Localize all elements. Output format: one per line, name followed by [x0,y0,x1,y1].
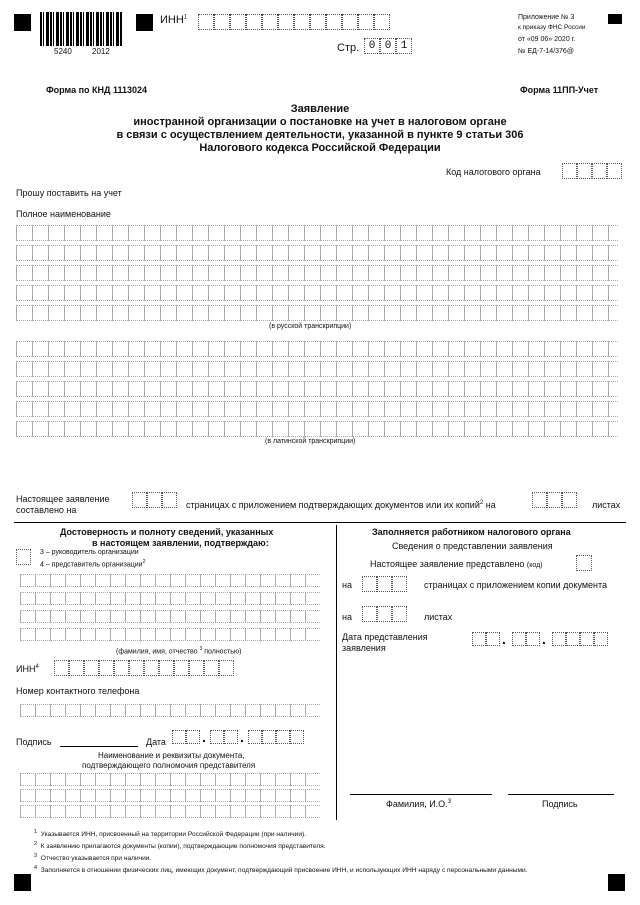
right-na-1: на [342,580,352,590]
barcode [40,12,123,46]
russian-name-row[interactable] [16,265,618,281]
footnote: $^2$ К заявлению прилагаются документы (копии), подтверждающие полномочия представителя. [34,841,326,851]
appendix-line-4: № ЕД-7-14/376@ [518,48,574,55]
left-heading-1: Достоверность и полноту сведений, указанных [60,527,274,537]
latin-name-row[interactable] [16,401,618,417]
russian-name-row[interactable] [16,305,618,321]
title-line-1: Заявление [290,103,350,115]
composed-sheets: листах [592,500,621,510]
russian-name-row[interactable] [16,225,618,241]
fio-row[interactable] [20,628,320,641]
left-heading-2: в настоящем заявлении, подтверждаю: [92,538,269,548]
barcode-number-left: 5240 [54,47,72,56]
latin-name-row[interactable] [16,421,618,437]
latin-name-row[interactable] [16,341,618,357]
footnote: $^4$ Заполняется в отношении физических лиц, имеющих документ, подтверждающий присвоение ИНН, и использующих ИНН наряду с персональными данными. [34,865,528,875]
presented-date-day[interactable] [472,632,500,646]
tax-code-label: Код налогового органа [446,167,541,177]
fio-row[interactable] [20,574,320,587]
signature-date-year[interactable] [248,730,304,744]
composed-label-2: составлено на [16,505,77,515]
doc-row[interactable] [20,773,320,786]
phone-label: Номер контактного телефона [16,686,140,696]
date-dot: . [542,631,546,647]
header-inn-label: ИНН$^1$ [160,14,188,26]
date-dot: . [502,631,506,647]
officer-name-label: Фамилия, И.О.$^3$ [386,799,452,809]
fio-caption: (фамилия, имя, отчество $^3$ полностью) [116,646,242,656]
corner-marker-bottom-right [608,874,625,891]
signature-line[interactable] [60,736,138,747]
doc-heading-2: подтверждающего полномочия представителя [82,761,256,770]
barcode-number-right: 2012 [92,47,110,56]
signer-option-3: 3 – руководитель организации [40,549,139,556]
left-inn-label: ИНН$^4$ [16,664,39,674]
officer-sign-line[interactable] [508,786,614,795]
corner-marker-bottom-left [14,874,31,891]
latin-name-row[interactable] [16,361,618,377]
presented-date-year[interactable] [552,632,608,646]
pages-count-field[interactable] [132,492,177,508]
column-divider [336,525,337,820]
right-sheets-field[interactable] [362,606,407,622]
tax-code-field[interactable] [562,163,622,179]
composed-middle: страницах с приложением подтверждающих документов или их копий$^2$ на [186,500,496,510]
corner-marker-top-mid [136,14,153,31]
phone-row[interactable] [20,704,320,717]
officer-sign-label: Подпись [542,799,578,809]
page-number-field[interactable]: 0 0 1 [364,38,412,54]
signer-type-field[interactable] [16,549,31,565]
footnote: $^1$ Указывается ИНН, присвоенный на территории Российской Федерации (при наличии). [34,829,307,839]
fio-row[interactable] [20,610,320,623]
presented-label: Настоящее заявление представлено (код) [370,559,543,569]
request-text: Прошу поставить на учет [16,188,122,198]
right-na-2: на [342,612,352,622]
signature-date-day[interactable] [172,730,200,744]
section-divider [14,522,626,523]
doc-row[interactable] [20,789,320,802]
date-presented-label-1: Дата представления [342,632,428,642]
footnote: $^3$ Отчество указывается при наличии. [34,853,152,863]
russian-caption: (в русской транскрипции) [269,323,352,330]
right-pages-field[interactable] [362,576,407,592]
composed-label-1: Настоящее заявление [16,494,110,504]
presented-code-field[interactable] [576,555,592,571]
right-heading: Заполняется работником налогового органа [372,527,571,537]
form-knd: Форма по КНД 1113024 [46,85,147,95]
full-name-label: Полное наименование [16,209,111,219]
sheets-count-field[interactable] [532,492,577,508]
doc-heading-1: Наименование и реквизиты документа, [98,751,245,760]
right-pages-copies: страницах с приложением копии документа [424,580,608,590]
signature-label: Подпись [16,737,52,747]
date-presented-label-2: заявления [342,643,386,653]
form-name: Форма 11ПП-Учет [520,85,599,95]
appendix-line-3: от «09 06» 2020 г. [518,36,576,43]
title-line-3: в связи с осуществлением деятельности, указанной в пункте 9 статьи 306 [116,129,524,141]
fio-row[interactable] [20,592,320,605]
signer-option-4: 4 – представитель организации$^2$ [40,559,146,569]
corner-marker-top-left [14,14,31,31]
latin-name-row[interactable] [16,381,618,397]
appendix-line-1: Приложение № 3 [518,14,575,21]
date-dot: . [240,729,244,745]
presented-date-month[interactable] [512,632,540,646]
officer-name-line[interactable] [350,786,492,795]
right-sheets: листах [424,612,453,622]
latin-caption: (в латинской транскрипции) [265,438,356,445]
russian-name-row[interactable] [16,285,618,301]
date-dot: . [202,729,206,745]
doc-row[interactable] [20,805,320,818]
signature-date-month[interactable] [210,730,238,744]
appendix-line-2: к приказу ФНС России [518,24,586,31]
right-subheading: Сведения о представлении заявления [392,541,553,551]
corner-marker-top-right [608,14,622,24]
date-label: Дата [146,737,166,747]
title-line-2: иностранной организации о постановке на учет в налоговом органе [133,116,507,128]
left-inn-field[interactable] [54,660,234,676]
title-line-4: Налогового кодекса Российской Федерации [199,142,441,154]
russian-name-row[interactable] [16,245,618,261]
page-label: Стр. [337,42,360,54]
header-inn-field[interactable] [198,14,390,30]
